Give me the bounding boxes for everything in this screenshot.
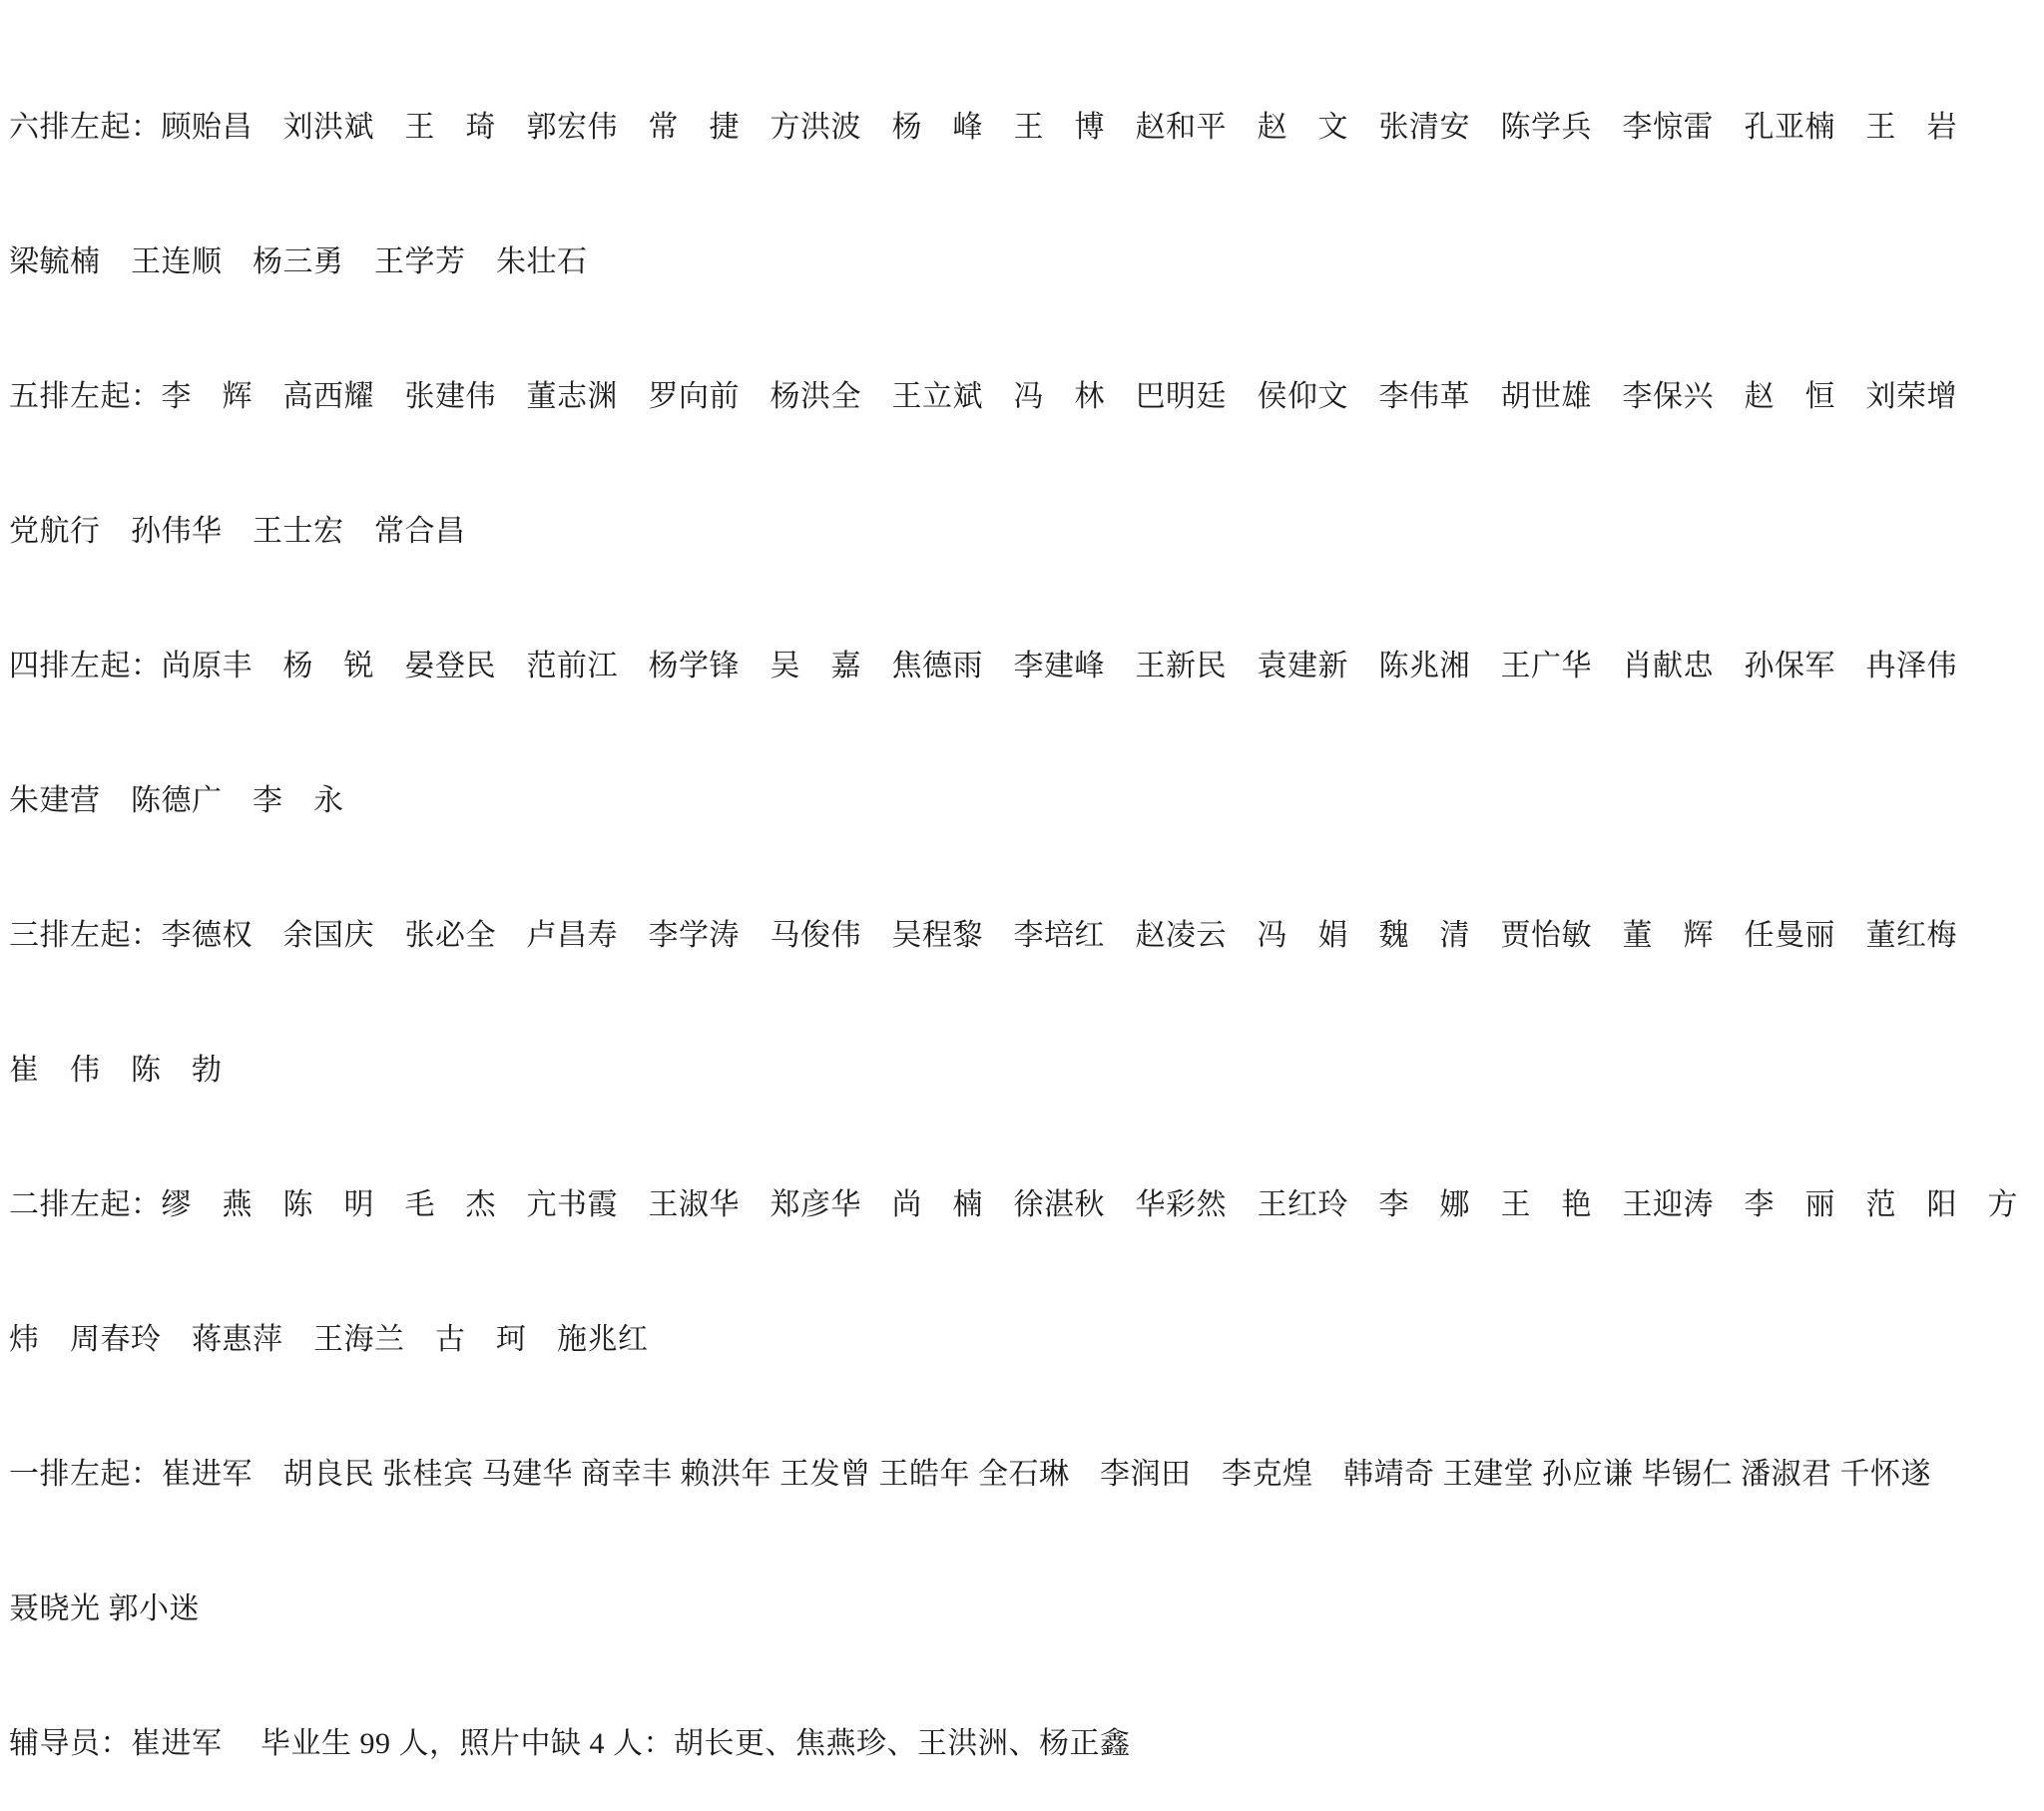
row-five-line-1: 五排左起：李 辉 高西耀 张建伟 董志渊 罗向前 杨洪全 王立斌 冯 林 巴明廷 侯仰文 李伟革 胡世雄 李保兴 赵 恒 刘荣增 bbox=[9, 380, 1957, 413]
row-three-line-1: 三排左起：李德权 余国庆 张必全 卢昌寿 李学涛 马俊伟 吴程黎 李培红 赵凌云 冯 娟 魏 清 贾怡敏 董 辉 任曼丽 董红梅 bbox=[9, 919, 1957, 952]
row-two-line-2: 炜 周春玲 蒋惠萍 王海兰 古 珂 施兆红 bbox=[9, 1323, 649, 1356]
row-five-line-2: 党航行 孙伟华 王士宏 常合昌 bbox=[9, 515, 466, 548]
row-four-line-2: 朱建营 陈德广 李 永 bbox=[9, 784, 344, 817]
row-one-line-2: 聂晓光 郭小迷 bbox=[9, 1592, 200, 1625]
row-six-line-1: 六排左起：顾贻昌 刘洪斌 王 琦 郭宏伟 常 捷 方洪波 杨 峰 王 博 赵和平 赵 文 张清安 陈学兵 李惊雷 孔亚楠 王 岩 bbox=[9, 111, 1957, 144]
row-six-line-2: 梁毓楠 王连顺 杨三勇 王学芳 朱壮石 bbox=[9, 245, 588, 278]
row-four-line-1: 四排左起：尚原丰 杨 锐 晏登民 范前江 杨学锋 吴 嘉 焦德雨 李建峰 王新民 袁建新 陈兆湘 王广华 肖献忠 孙保军 冉泽伟 bbox=[9, 650, 1957, 682]
row-three-line-2: 崔 伟 陈 勃 bbox=[9, 1054, 223, 1087]
row-two-line-1: 二排左起：缪 燕 陈 明 毛 杰 亢书霞 王淑华 郑彦华 尚 楠 徐湛秋 华彩然 王红玲 李 娜 王 艳 王迎涛 李 丽 范 阳 方 bbox=[9, 1188, 2018, 1221]
row-one-line-1: 一排左起：崔进军 胡良民 张桂宾 马建华 商幸丰 赖洪年 王发曾 王皓年 全石琳 李润田 李克煌 韩靖奇 王建堂 孙应谦 毕锡仁 潘淑君 千怀遂 bbox=[9, 1458, 1931, 1491]
counselor-summary-line: 辅导员：崔进军 毕业生 99 人，照片中缺 4 人：胡长更、焦燕珍、王洪洲、杨正鑫 bbox=[9, 1727, 1131, 1760]
